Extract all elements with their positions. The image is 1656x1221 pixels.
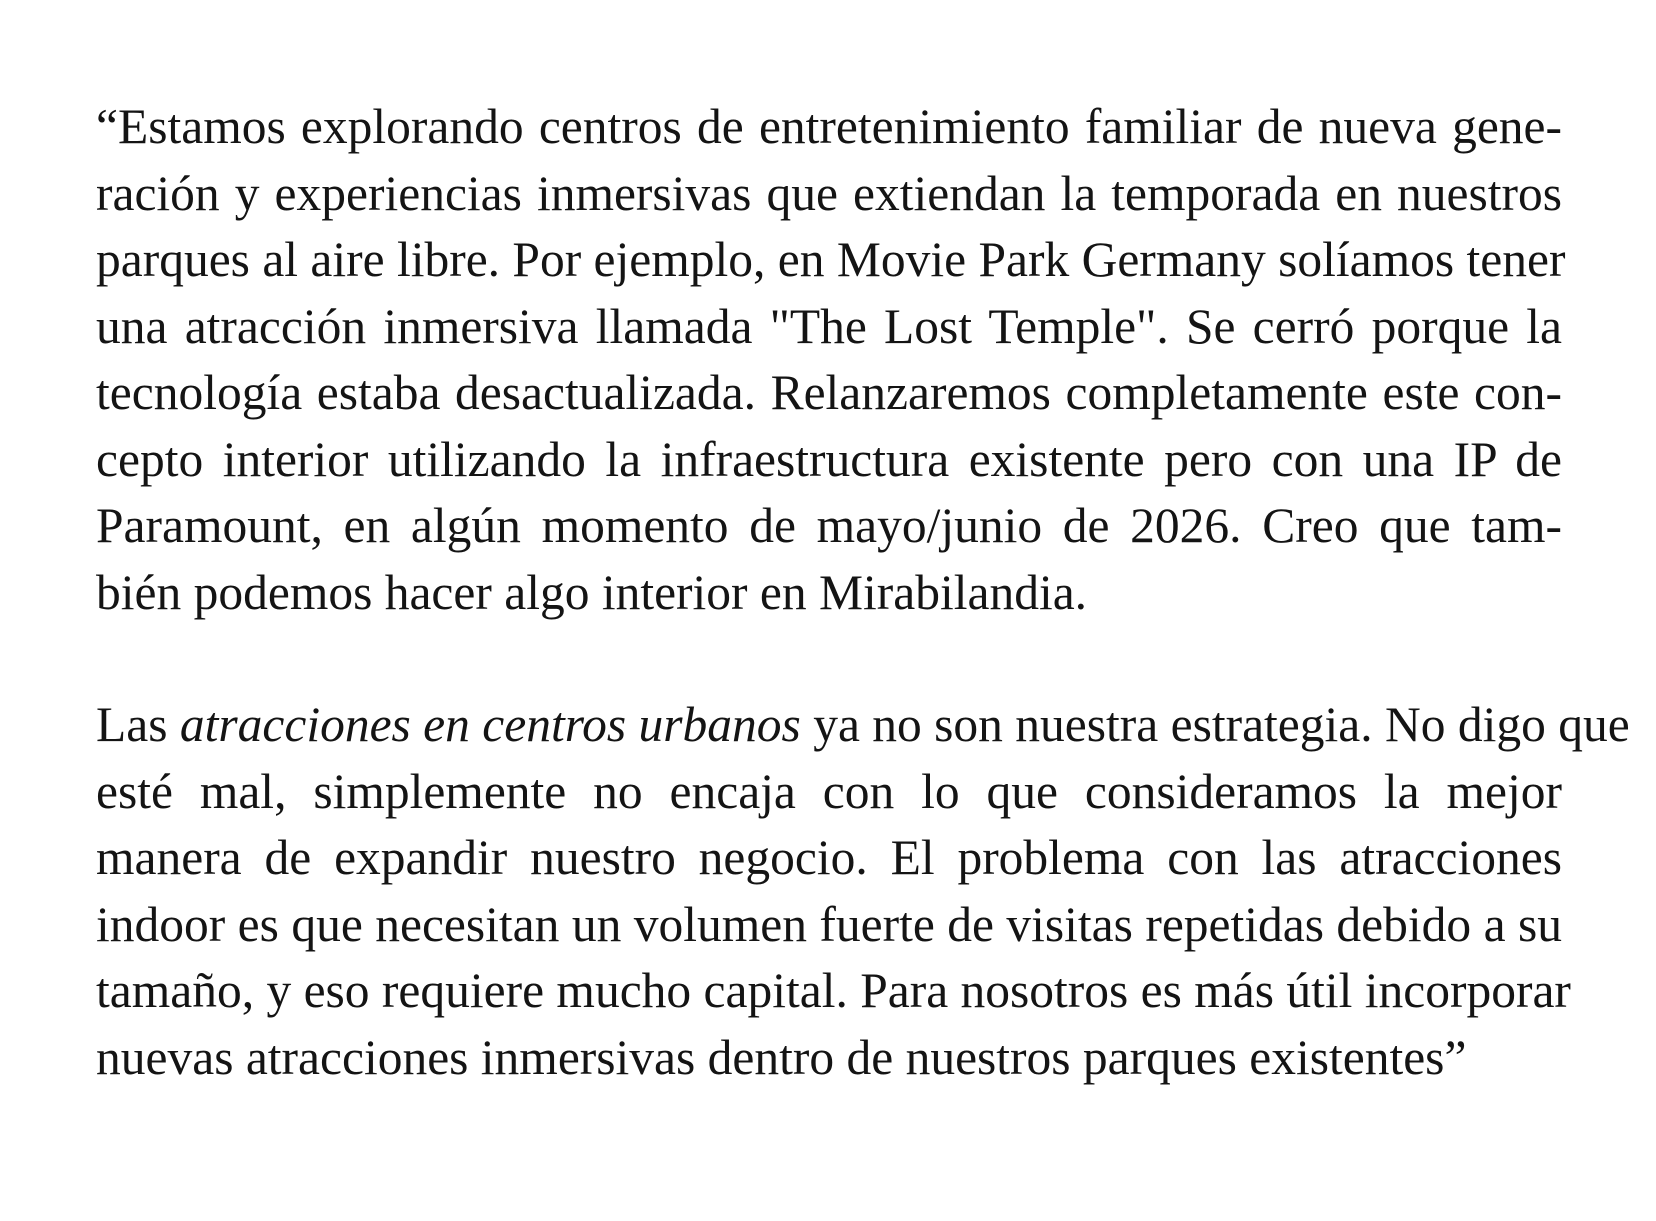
italic-emphasis: atracciones en centros urbanos (179, 697, 801, 752)
text-line: tamaño, y eso requiere mucho capital. Para nosotros es más útil incorporar (96, 963, 1571, 1018)
text-line: parques al aire libre. Por ejemplo, en Movie Park Germany solíamos tener (96, 232, 1566, 287)
text-run: Las (96, 697, 180, 752)
text-line (96, 692, 1630, 759)
text-line: una atracción inmersiva llamada "The Lost Temple". Se cerró porque la (96, 298, 1562, 354)
text-line: nuevas atracciones inmersivas dentro de nuestros parques existentes” (96, 1029, 1467, 1085)
quote-paragraph-1 (96, 94, 1566, 626)
text-line: esté mal, simplemente no encaja con lo que consideramos la mejor (96, 763, 1562, 819)
quote-paragraph-2 (96, 692, 1630, 1091)
text-line: ración y experiencias inmersivas que extiendan la temporada en nuestros (96, 165, 1562, 221)
text-line: indoor es que necesitan un volumen fuerte de visitas repetidas debido a su (96, 896, 1562, 952)
text-run: ya no son nuestra estrategia. No digo que (800, 697, 1630, 752)
paragraph-spacer (96, 626, 1562, 692)
text-line: tecnología estaba desactualizada. Relanzaremos completamente este con- (96, 365, 1562, 420)
text-line: bién podemos hacer algo interior en Mirabilandia. (96, 564, 1088, 620)
text-line: Paramount, en algún momento de mayo/junio de 2026. Creo que tam- (96, 498, 1562, 553)
text-line: manera de expandir nuestro negocio. El problema con las atracciones (96, 830, 1562, 885)
text-line: “Estamos explorando centros de entretenimiento familiar de nueva gene- (96, 99, 1562, 154)
quote-block (96, 94, 1630, 1091)
text-line: cepto interior utilizando la infraestructura existente pero con una IP de (96, 431, 1562, 487)
